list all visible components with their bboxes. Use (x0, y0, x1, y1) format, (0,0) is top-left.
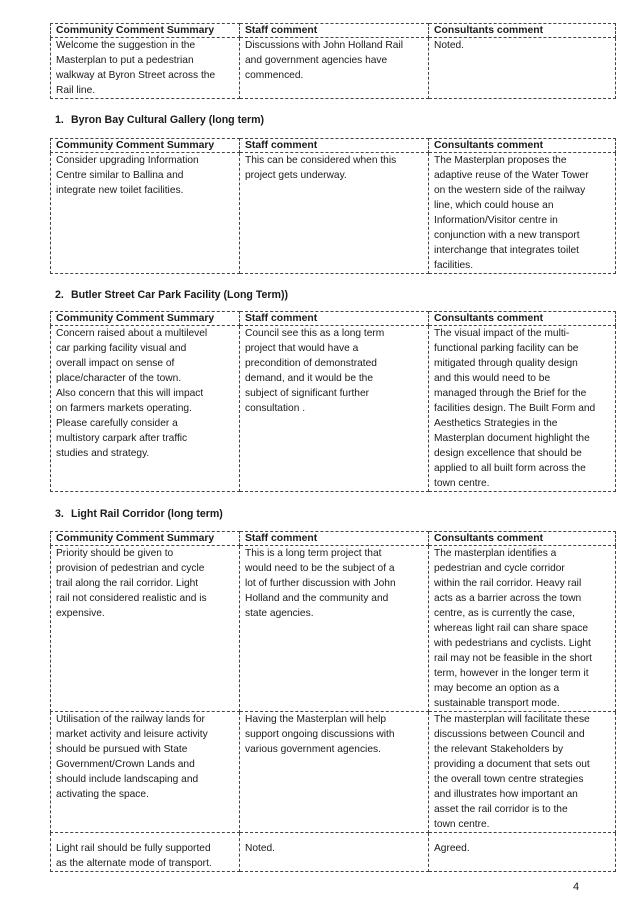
cell-consultants: The visual impact of the multi- functional parking facility can be mitigated through quality design and this would need to be managed through the Brief for the facilities design. The Built Form and Aesthetics Strategies in the Masterplan document highlight the design excellence that should be applied to all built form across the town centre. (429, 326, 616, 492)
cell-staff: Having the Masterplan will help support ongoing discussions with various government agencies. (240, 712, 429, 833)
cell-community: Utilisation of the railway lands for market activity and leisure activity should be pursued with State Government/Crown Lands and should include landscaping and activating the space. (51, 712, 240, 833)
header-community: Community Comment Summary (51, 24, 240, 38)
table-row (51, 712, 616, 833)
cell-staff: Council see this as a long term project that would have a precondition of demonstrated demand, and it would be the subject of significant further consultation . (240, 326, 429, 492)
table-row (51, 326, 616, 492)
header-staff: Staff comment (240, 139, 429, 153)
cell-community: Concern raised about a multilevel car parking facility visual and overall impact on sense of place/character of the town. Also concern that this will impact on farmers markets operating. Please carefully consider a multistory carpark after traffic studies and strategy. (51, 326, 240, 492)
header-consultants: Consultants comment (429, 312, 616, 326)
cell-community: Light rail should be fully supported as the alternate mode of transport. (51, 833, 240, 872)
header-consultants: Consultants comment (429, 139, 616, 153)
cell-community: Consider upgrading Information Centre similar to Ballina and integrate new toilet facilities. (51, 153, 240, 274)
cell-staff: Discussions with John Holland Rail and government agencies have commenced. (240, 38, 429, 99)
comment-table-car-park (50, 311, 616, 492)
cell-staff: Noted. (240, 833, 429, 872)
section-number: 2. (55, 289, 64, 301)
table-header-row (51, 532, 616, 546)
header-community: Community Comment Summary (51, 312, 240, 326)
section-title: Light Rail Corridor (long term) (71, 508, 223, 520)
cell-consultants: The masterplan will facilitate these discussions between Council and the relevant Stakeholders by providing a document that sets out the overall town centre strategies and illustrates how important an asset the rail corridor is to the town centre. (429, 712, 616, 833)
cell-consultants: Noted. (429, 38, 616, 99)
header-consultants: Consultants comment (429, 532, 616, 546)
comment-table-intro (50, 23, 616, 99)
cell-staff: This is a long term project that would need to be the subject of a lot of further discussion with John Holland and the community and state agencies. (240, 546, 429, 712)
comment-table-gallery (50, 138, 616, 274)
cell-consultants: Agreed. (429, 833, 616, 872)
cell-staff: This can be considered when this project gets underway. (240, 153, 429, 274)
header-community: Community Comment Summary (51, 532, 240, 546)
section-title: Byron Bay Cultural Gallery (long term) (71, 114, 265, 126)
header-staff: Staff comment (240, 312, 429, 326)
cell-consultants: The Masterplan proposes the adaptive reuse of the Water Tower on the western side of the railway line, which could house an Information/Visitor centre in conjunction with a new transport interchange that integrates toilet facilities. (429, 153, 616, 274)
section-heading-3 (55, 507, 223, 521)
cell-community: Welcome the suggestion in the Masterplan to put a pedestrian walkway at Byron Street across the Rail line. (51, 38, 240, 99)
section-heading-2 (55, 288, 288, 302)
table-row (51, 153, 616, 274)
header-consultants: Consultants comment (429, 24, 616, 38)
table-row (51, 833, 616, 872)
section-title: Butler Street Car Park Facility (Long Term)) (71, 289, 289, 301)
page-number: 4 (573, 881, 580, 893)
table-header-row (51, 139, 616, 153)
table-row (51, 38, 616, 99)
section-number: 1. (55, 114, 64, 126)
section-number: 3. (55, 508, 64, 520)
cell-consultants: The masterplan identifies a pedestrian and cycle corridor within the rail corridor. Heavy rail acts as a barrier across the town centre, as is currently the case, whereas light rail can share space with pedestrians and cyclists. Light rail may not be feasible in the short term, however in the longer term it may become an option as a sustainable transport mode. (429, 546, 616, 712)
header-staff: Staff comment (240, 24, 429, 38)
table-header-row (51, 312, 616, 326)
table-row (51, 546, 616, 712)
cell-community: Priority should be given to provision of pedestrian and cycle trail along the rail corridor. Light rail not considered realistic and is expensive. (51, 546, 240, 712)
header-staff: Staff comment (240, 532, 429, 546)
section-heading-1 (55, 113, 264, 127)
header-community: Community Comment Summary (51, 139, 240, 153)
table-header-row (51, 24, 616, 38)
comment-table-light-rail (50, 531, 616, 872)
